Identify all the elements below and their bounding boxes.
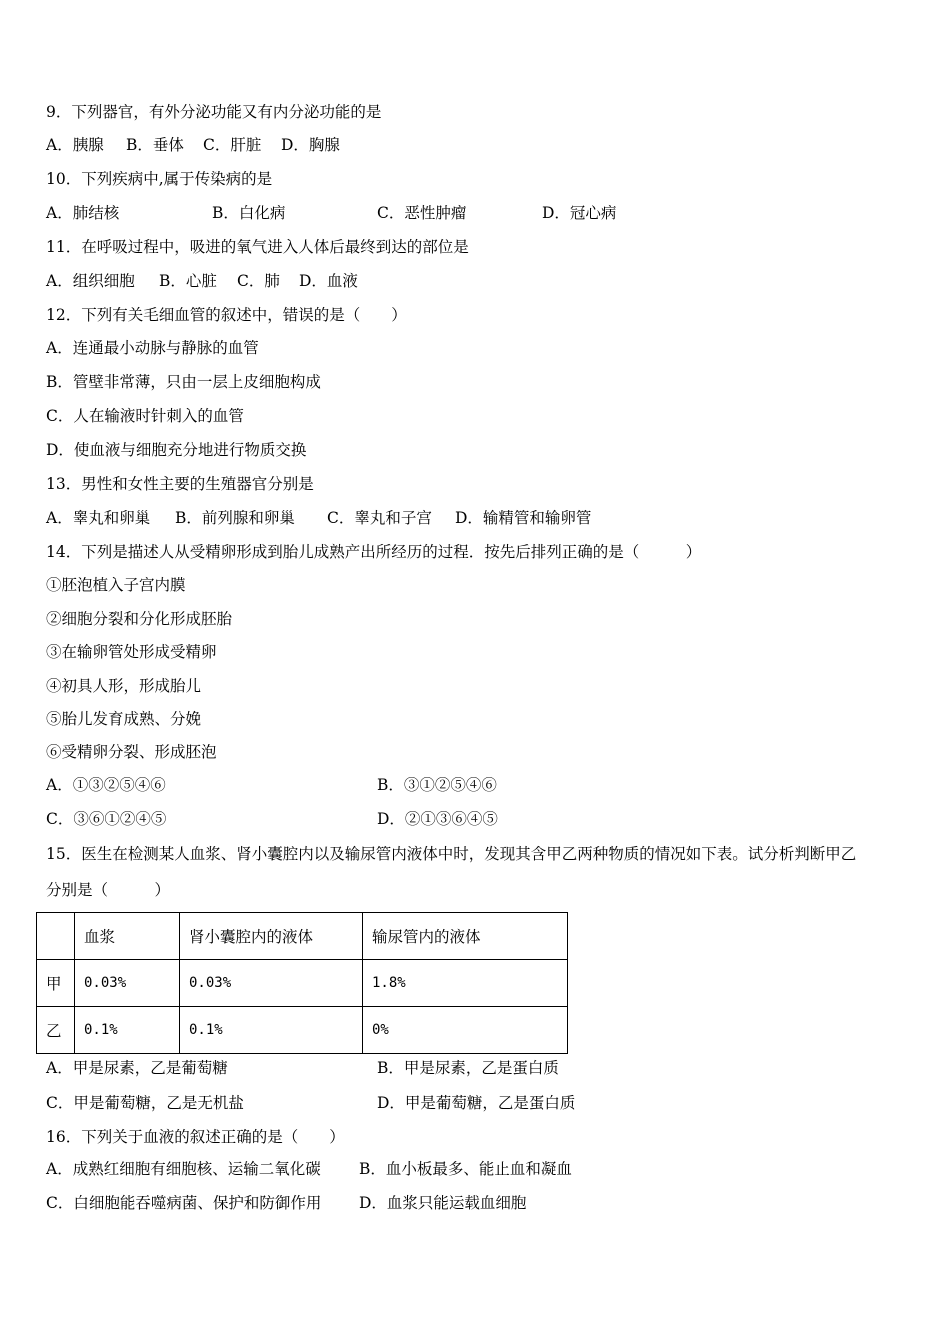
q10-option-c: C．恶性肿瘤	[377, 204, 467, 222]
table-header-cell: 血浆	[75, 913, 180, 960]
q14-step: ①胚泡植入子宫内膜	[46, 576, 186, 594]
table-cell: 0.03%	[75, 960, 180, 1007]
q12-option-b: B．管壁非常薄，只由一层上皮细胞构成	[46, 373, 321, 391]
q10-option-b: B．白化病	[212, 204, 286, 222]
table-cell: 0.03%	[180, 960, 363, 1007]
q15-option-c: C．甲是葡萄糖，乙是无机盐	[46, 1094, 244, 1112]
q14-step: ④初具人形，形成胎儿	[46, 677, 202, 695]
q9-option-c: C．肝脏	[203, 136, 262, 154]
q11-stem: 11．在呼吸过程中，吸进的氧气进入人体后最终到达的部位是	[46, 238, 469, 256]
table-header-cell: 肾小囊腔内的液体	[180, 913, 363, 960]
q11-option-c: C．肺	[237, 272, 280, 290]
q13-option-a: A．睾丸和卵巢	[46, 509, 151, 527]
table-cell: 1.8%	[363, 960, 568, 1007]
q15-stem-line2: 分别是（ ）	[46, 881, 171, 899]
table-row-label: 甲	[37, 960, 75, 1007]
q12-option-c: C．人在输液时针刺入的血管	[46, 407, 244, 425]
q16-option-c: C．白细胞能吞噬病菌、保护和防御作用	[46, 1194, 322, 1212]
table-header-row	[37, 913, 568, 960]
q15-data-table	[36, 912, 568, 1054]
q14-step: ③在输卵管处形成受精卵	[46, 643, 217, 661]
table-row	[37, 1007, 568, 1054]
q15-stem-line1: 15．医生在检测某人血浆、肾小囊腔内以及输尿管内液体中时，发现其含甲乙两种物质的情况如下表。试分析判断甲乙	[46, 845, 857, 863]
q14-step: ⑥受精卵分裂、形成胚泡	[46, 743, 217, 761]
q9-option-a: A．胰腺	[46, 136, 104, 154]
table-header-cell	[37, 913, 75, 960]
q15-option-d: D．甲是葡萄糖，乙是蛋白质	[377, 1094, 576, 1112]
q11-option-d: D．血液	[299, 272, 358, 290]
q13-option-d: D．输精管和输卵管	[455, 509, 592, 527]
q10-option-a: A．肺结核	[46, 204, 120, 222]
table-header-cell: 输尿管内的液体	[363, 913, 568, 960]
q16-option-a: A．成熟红细胞有细胞核、运输二氧化碳	[46, 1160, 321, 1178]
q14-option-b: B．③①②⑤④⑥	[377, 776, 497, 794]
q14-option-c: C．③⑥①②④⑤	[46, 810, 167, 828]
table-cell: 0.1%	[180, 1007, 363, 1054]
q11-option-a: A．组织细胞	[46, 272, 135, 290]
q13-stem: 13．男性和女性主要的生殖器官分别是	[46, 475, 314, 493]
q15-option-a: A．甲是尿素，乙是葡萄糖	[46, 1059, 228, 1077]
q9-option-d: D．胸腺	[281, 136, 340, 154]
q14-option-a: A．①③②⑤④⑥	[46, 776, 166, 794]
q10-stem: 10．下列疾病中,属于传染病的是	[46, 170, 273, 188]
q11-option-b: B．心脏	[159, 272, 217, 290]
q16-stem: 16．下列关于血液的叙述正确的是（ ）	[46, 1128, 345, 1146]
q9-option-b: B．垂体	[126, 136, 184, 154]
table-cell: 0.1%	[75, 1007, 180, 1054]
q16-option-d: D．血浆只能运载血细胞	[359, 1194, 527, 1212]
q14-option-d: D．②①③⑥④⑤	[377, 810, 498, 828]
table-row-label: 乙	[37, 1007, 75, 1054]
q16-option-b: B．血小板最多、能止血和凝血	[359, 1160, 572, 1178]
q12-option-a: A．连通最小动脉与静脉的血管	[46, 339, 259, 357]
q13-option-b: B．前列腺和卵巢	[175, 509, 295, 527]
q12-stem: 12．下列有关毛细血管的叙述中，错误的是（ ）	[46, 306, 407, 324]
q9-stem: 9．下列器官，有外分泌功能又有内分泌功能的是	[46, 103, 382, 121]
q14-stem: 14．下列是描述人从受精卵形成到胎儿成熟产出所经历的过程．按先后排列正确的是（ ）	[46, 543, 702, 561]
q10-option-d: D．冠心病	[542, 204, 617, 222]
table-cell: 0%	[363, 1007, 568, 1054]
q14-step: ②细胞分裂和分化形成胚胎	[46, 610, 233, 628]
q15-option-b: B．甲是尿素，乙是蛋白质	[377, 1059, 559, 1077]
table-row	[37, 960, 568, 1007]
q13-option-c: C．睾丸和子宫	[327, 509, 432, 527]
q12-option-d: D．使血液与细胞充分地进行物质交换	[46, 441, 307, 459]
q14-step: ⑤胎儿发育成熟、分娩	[46, 710, 202, 728]
